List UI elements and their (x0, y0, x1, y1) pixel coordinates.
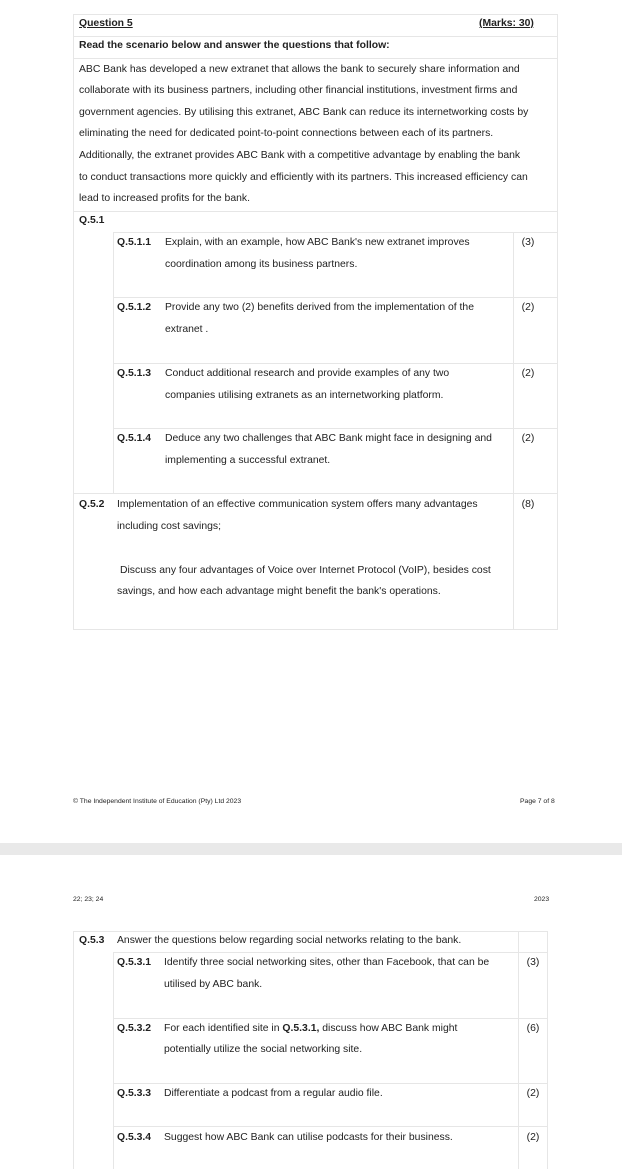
sub-question-text: potentially utilize the social networking site. (164, 1044, 363, 1055)
scenario-line: government agencies. By utilising this extranet, ABC Bank can reduce its internetworking costs by (79, 107, 529, 118)
scenario-line: eliminating the need for dedicated point-to-point connections between each of its partners. (79, 128, 494, 139)
question-label-q51: Q.5.1 (79, 215, 105, 226)
question-text: Discuss any four advantages of Voice over Internet Protocol (VoIP), besides cost (120, 565, 491, 576)
document-page-8 (0, 855, 622, 1169)
scenario-line: lead to increased profits for the bank. (79, 193, 250, 204)
sub-question-number: Q.5.3.1 (117, 957, 152, 968)
question-text: Implementation of an effective communication system offers many advantages (117, 499, 478, 510)
question-title: Question 5 (79, 18, 133, 29)
marks-value: (2) (526, 1132, 540, 1143)
sub-question-number: Q.5.3.2 (117, 1023, 152, 1034)
marks-value: (2) (521, 302, 535, 313)
sub-question-text: Conduct additional research and provide examples of any two (165, 368, 450, 379)
question-label-q53: Q.5.3 (79, 935, 105, 946)
sub-question-text: extranet . (165, 324, 209, 335)
sub-question-text: Explain, with an example, how ABC Bank's new extranet improves (165, 237, 470, 248)
sub-question-text: Deduce any two challenges that ABC Bank might face in designing and (165, 433, 492, 444)
marks-value: (2) (526, 1088, 540, 1099)
marks-value: (6) (526, 1023, 540, 1034)
question-text: including cost savings; (117, 521, 221, 532)
sub-question-number: Q.5.1.3 (117, 368, 152, 379)
sub-question-number: Q.5.1.4 (117, 433, 152, 444)
sub-question-number: Q.5.3.3 (117, 1088, 152, 1099)
sub-question-text: coordination among its business partners. (165, 259, 358, 270)
page-header-left: 22; 23; 24 (73, 896, 104, 903)
scenario-line: collaborate with its business partners, including other financial institutions, investment firms and (79, 85, 518, 96)
marks-value: (2) (521, 433, 535, 444)
page-number: Page 7 of 8 (520, 798, 555, 805)
marks-value: (2) (521, 368, 535, 379)
sub-question-text: Differentiate a podcast from a regular audio file. (164, 1088, 383, 1099)
scenario-line: to conduct transactions more quickly and efficiently with its partners. This increased efficiency can (79, 172, 528, 183)
sub-question-number: Q.5.1.1 (117, 237, 152, 248)
scenario-line: Additionally, the extranet provides ABC Bank with a competitive advantage by enabling the bank (79, 150, 521, 161)
sub-question-text: utilised by ABC bank. (164, 979, 263, 990)
question-text: Answer the questions below regarding social networks relating to the bank. (117, 935, 462, 946)
copyright-footer: © The Independent Institute of Education (Pty) Ltd 2023 (73, 798, 242, 805)
scenario-line: ABC Bank has developed a new extranet that allows the bank to securely share information and (79, 64, 520, 75)
sub-question-text: Identify three social networking sites, other than Facebook, that can be (164, 957, 490, 968)
sub-question-text: companies utilising extranets as an internetworking platform. (165, 390, 444, 401)
sub-question-text: implementing a successful extranet. (165, 455, 331, 466)
question-text: savings, and how each advantage might benefit the bank's operations. (117, 586, 441, 597)
question-reference: Q.5.3.1, (282, 1023, 320, 1034)
instruction-text: Read the scenario below and answer the questions that follow: (79, 40, 390, 51)
question-label-q52: Q.5.2 (79, 499, 105, 510)
sub-question-number: Q.5.1.2 (117, 302, 152, 313)
marks-value: (3) (521, 237, 535, 248)
sub-question-text: Provide any two (2) benefits derived from the implementation of the (165, 302, 474, 313)
sub-question-number: Q.5.3.4 (117, 1132, 152, 1143)
marks-value: (3) (526, 957, 540, 968)
marks-value: (8) (521, 499, 535, 510)
page-separator (0, 843, 622, 855)
question-total-marks: (Marks: 30) (479, 18, 534, 29)
sub-question-text: Suggest how ABC Bank can utilise podcasts for their business. (164, 1132, 453, 1143)
sub-question-text: For each identified site in Q.5.3.1, discuss how ABC Bank might (164, 1023, 458, 1034)
page-header-right: 2023 (534, 896, 550, 903)
